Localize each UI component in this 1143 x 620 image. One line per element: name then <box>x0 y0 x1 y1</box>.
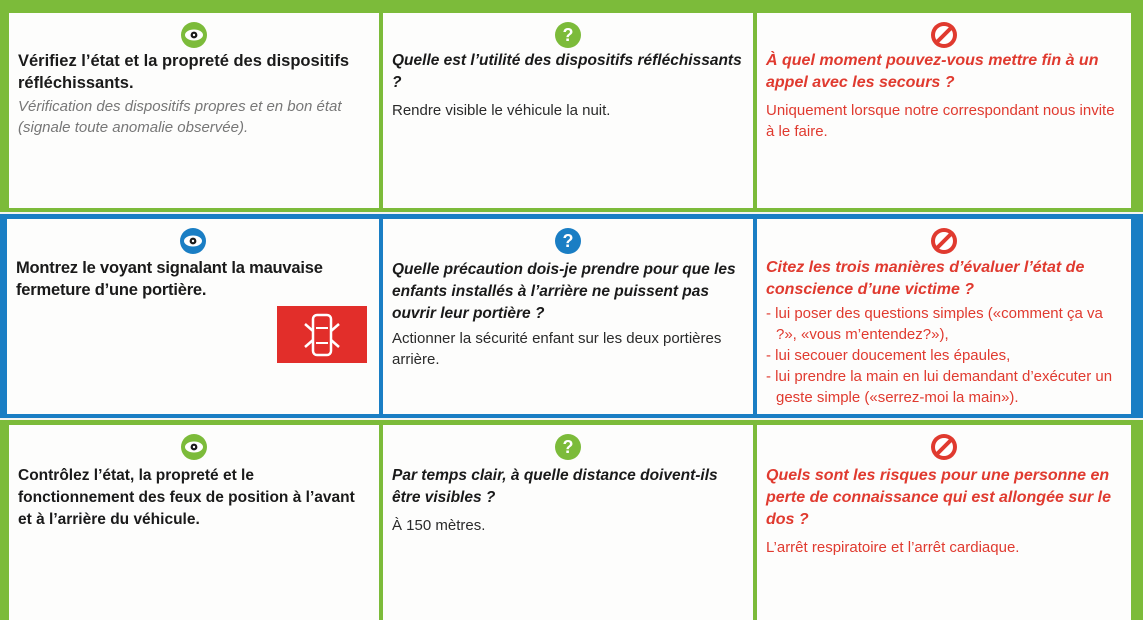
question-answer: Rendre visible le véhicule la nuit. <box>392 102 611 119</box>
svg-text:?: ? <box>562 437 574 457</box>
first-aid-question: À quel moment pouvez-vous mettre fin à un appel avec les secours ? <box>766 52 1099 91</box>
check-detail: Vérification des dispositifs propres et en bon état (signale toute anomalie observée). <box>18 98 342 136</box>
check-cell-3 <box>9 425 379 620</box>
question-answer: Actionner la sécurité enfant sur les deux portières arrière. <box>392 330 722 368</box>
question-icon <box>554 227 582 255</box>
question-text: Quelle précaution dois-je prendre pour que les enfants installés à l’arrière ne puissent pas ouvrir leur portière ? <box>392 261 736 322</box>
check-title: Montrez le voyant signalant la mauvaise fermeture d’une portière. <box>16 259 323 299</box>
door-open-warning-icon <box>277 306 367 363</box>
first-aid-question: Citez les trois manières d’évaluer l’état de conscience d’une victime ? <box>766 259 1085 298</box>
question-cell-3 <box>383 425 753 620</box>
no-entry-icon <box>930 21 958 49</box>
first-aid-answer-list <box>766 303 1123 408</box>
no-entry-icon <box>930 433 958 461</box>
first-aid-answer: Uniquement lorsque notre correspondant nous invite à le faire. <box>766 102 1115 140</box>
card-row-2 <box>0 214 1143 418</box>
first-aid-cell-1 <box>757 13 1131 208</box>
eye-icon <box>180 433 208 461</box>
card-row-1 <box>0 0 1143 212</box>
svg-text:?: ? <box>562 231 574 251</box>
first-aid-answer: L’arrêt respiratoire et l’arrêt cardiaque. <box>766 539 1020 556</box>
eye-icon <box>180 21 208 49</box>
first-aid-cell-2 <box>757 219 1131 414</box>
question-answer: À 150 mètres. <box>392 517 486 534</box>
check-cell-2 <box>7 219 379 414</box>
svg-text:?: ? <box>562 25 574 45</box>
question-text: Par temps clair, à quelle distance doivent-ils être visibles ? <box>392 467 718 506</box>
no-entry-icon <box>930 227 958 255</box>
check-title: Vérifiez l’état et la propreté des dispositifs réfléchissants. <box>18 52 350 92</box>
check-title: Contrôlez l’état, la propreté et le fonctionnement des feux de position à l’avant et à l’arrière du véhicule. <box>18 467 355 528</box>
first-aid-question: Quels sont les risques pour une personne en perte de connaissance qui est allongée sur le dos ? <box>766 467 1112 528</box>
question-cell-1 <box>383 13 753 208</box>
question-icon <box>554 21 582 49</box>
check-cell-1 <box>9 13 379 208</box>
card-row-3 <box>0 420 1143 620</box>
question-text: Quelle est l’utilité des dispositifs réfléchissants ? <box>392 52 742 91</box>
list-item: - lui prendre la main en lui demandant d’exécuter un geste simple («serrez-moi la main»). <box>766 368 1113 406</box>
eye-icon <box>179 227 207 255</box>
list-item: - lui secouer doucement les épaules, <box>766 347 1011 364</box>
question-icon <box>554 433 582 461</box>
list-item: - lui poser des questions simples («comment ça va ?», «vous m’entendez?»), <box>766 305 1103 343</box>
question-cell-2 <box>383 219 753 414</box>
first-aid-cell-3 <box>757 425 1131 620</box>
